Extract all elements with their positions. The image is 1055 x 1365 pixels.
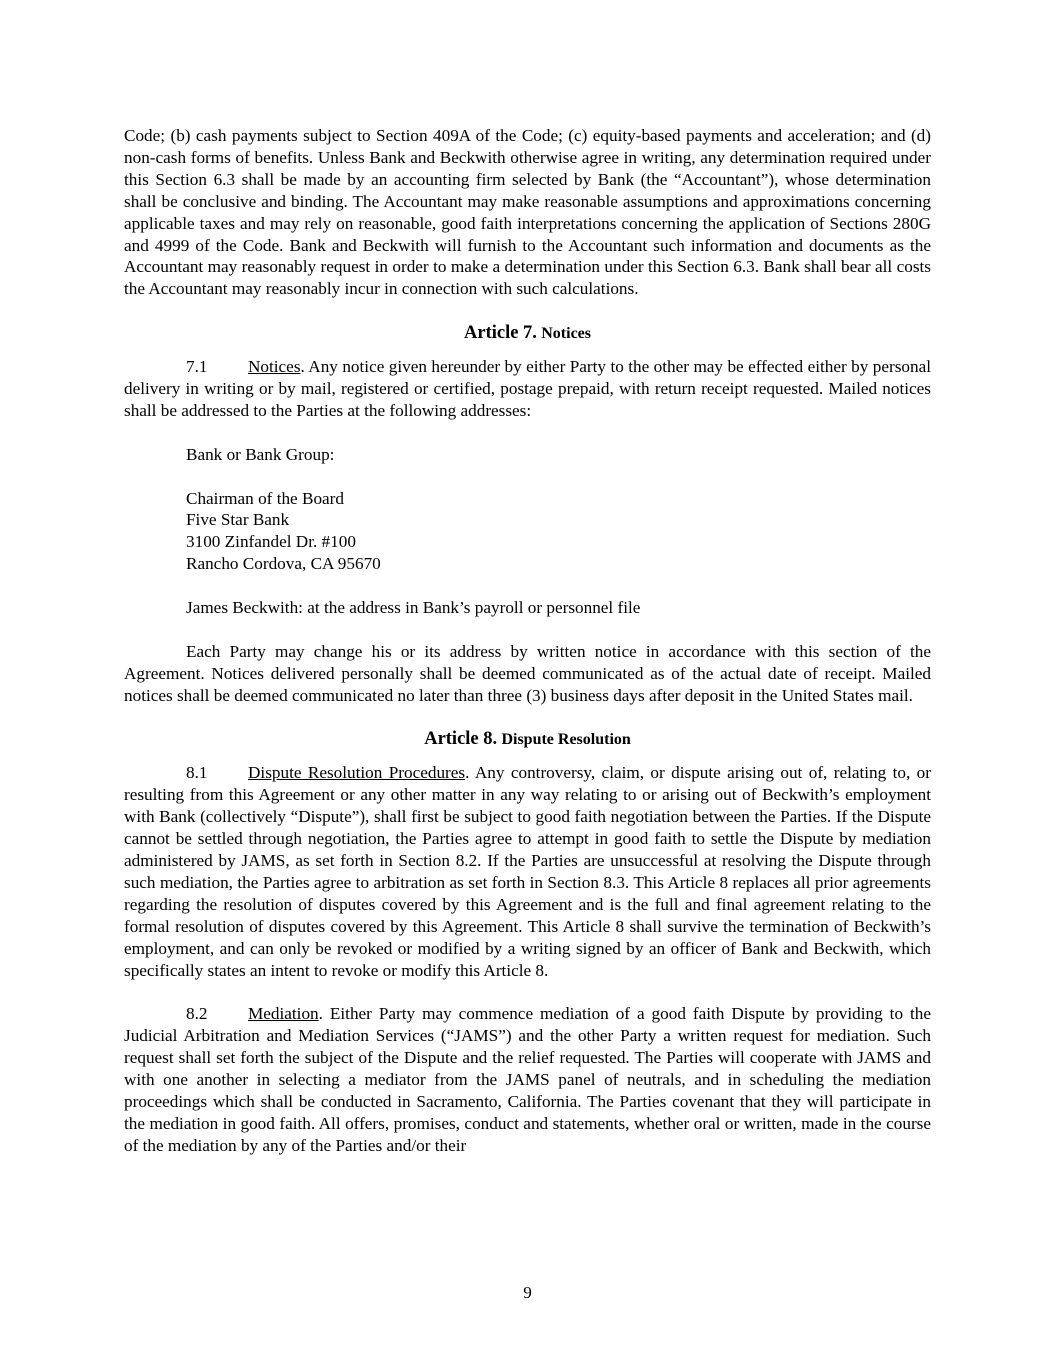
article-8-title: Article 8. (424, 729, 498, 750)
article-7-heading (124, 322, 931, 345)
document-body (124, 125, 931, 1157)
continuation-paragraph: Code; (b) cash payments subject to Section 409A of the Code; (c) equity-based payments and acceleration; and (d) non-cash forms of benefits. Unless Bank and Beckwith otherwise agree in writing, any determination required under this Section 6.3 shall be made by an accounting firm selected by Bank (the “Accountant”), whose determination shall be conclusive and binding. The Accountant may make reasonable assumptions and approximations concerning applicable taxes and may rely on reasonable, good faith interpretations concerning the application of Sections 280G and 4999 of the Code. Bank and Beckwith will furnish to the Accountant such information and documents as the Accountant may reasonably request in order to make a determination under this Section 6.3. Bank shall bear all costs the Accountant may reasonably incur in connection with such calculations. (124, 126, 931, 299)
bank-address-block (186, 488, 931, 576)
page-number: 9 (523, 1283, 532, 1302)
article-8-subtitle: Dispute Resolution (501, 731, 631, 749)
section-8-1-number: 8.1 (186, 763, 208, 783)
section-8-1-heading: Dispute Resolution Procedures (248, 763, 466, 783)
section-8-2-text: . Either Party may commence mediation of a good faith Dispute by providing to the Judicial Arbitration and Mediation Services (“JAMS”) and the other Party a written request for mediation. Such request shall set forth the subject of the Dispute and the relief requested. The Parties will cooperate with JAMS and with one another in selecting a mediator from the JAMS panel of neutrals, and in scheduling the mediation proceedings which shall be conducted in Sacramento, California. The Parties covenant that they will participate in the mediation in good faith. All offers, promises, conduct and statements, whether oral or written, made in the course of the mediation by any of the Parties and/or their (124, 1004, 931, 1155)
section-7-1-text: . Any notice given hereunder by either Party to the other may be effected either by personal delivery in writing or by mail, registered or certified, postage prepaid, with return receipt requested. Mailed notices shall be addressed to the Parties at the following addresses: (124, 357, 931, 420)
article-7-subtitle: Notices (541, 325, 591, 343)
article-7-title: Article 7. (464, 323, 537, 344)
address-line-2: Five Star Bank (186, 510, 290, 530)
address-line-4: Rancho Cordova, CA 95670 (186, 554, 381, 574)
bank-label: Bank or Bank Group: (186, 444, 335, 464)
section-7-1-number: 7.1 (186, 357, 208, 377)
section-8-2-number: 8.2 (186, 1004, 208, 1024)
article-8-heading (124, 728, 931, 751)
address-line-1: Chairman of the Board (186, 488, 344, 508)
section-8-1 (124, 762, 931, 981)
beckwith-address: James Beckwith: at the address in Bank’s payroll or personnel file (186, 598, 641, 618)
section-8-2-heading: Mediation (248, 1004, 319, 1024)
change-address-paragraph: Each Party may change his or its address by written notice in accordance with this section of the Agreement. Notices delivered personally shall be deemed communicated as of the actual date of receipt. Mailed notices shall be deemed communicated no later than three (3) business days after deposit in the United States mail. (124, 641, 931, 705)
section-7-1 (124, 356, 931, 422)
section-8-2 (124, 1003, 931, 1156)
address-line-3: 3100 Zinfandel Dr. #100 (186, 532, 356, 552)
section-7-1-heading: Notices (248, 357, 301, 377)
section-8-1-text: . Any controversy, claim, or dispute arising out of, relating to, or resulting from this Agreement or any other matter in any way relating to or arising out of Beckwith’s employment with Bank (collectively “Dispute”), shall first be subject to good faith negotiation between the Parties. If the Dispute cannot be settled through negotiation, the Parties agree to attempt in good faith to settle the Dispute by mediation administered by JAMS, as set forth in Section 8.2. If the Parties are unsuccessful at resolving the Dispute through such mediation, the Parties agree to arbitration as set forth in Section 8.3. This Article 8 replaces all prior agreements regarding the resolution of disputes covered by this Agreement and is the full and final agreement relating to the formal resolution of disputes covered by this Agreement. This Article 8 shall survive the termination of Beckwith’s employment, and can only be revoked or modified by a writing signed by an officer of Bank and Beckwith, which specifically states an intent to revoke or modify this Article 8. (124, 763, 931, 980)
